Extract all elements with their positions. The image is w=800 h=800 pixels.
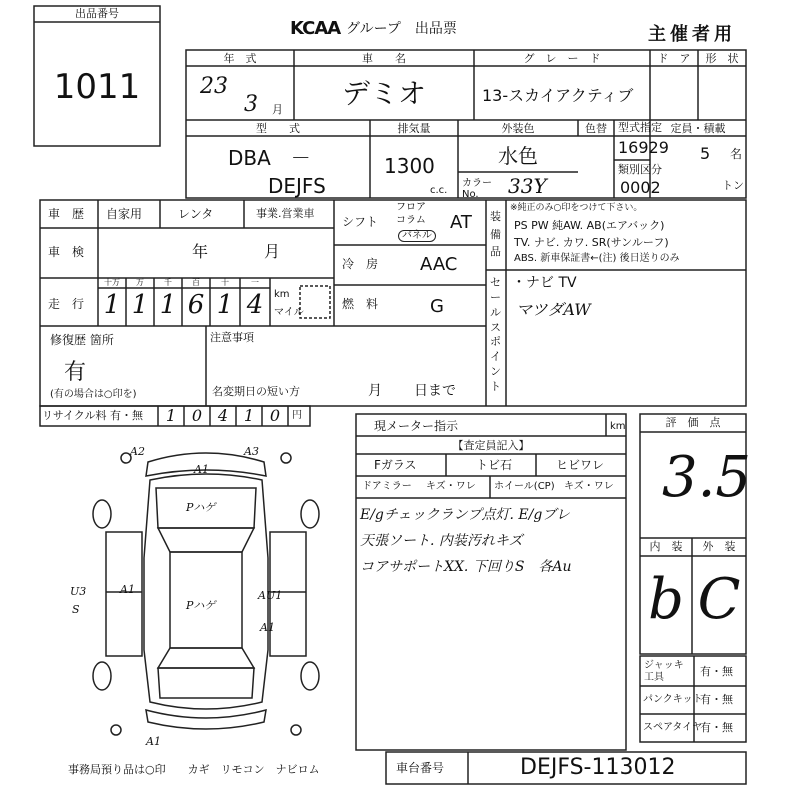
mark-a1-front: A1 [194,463,209,476]
mark-left-a1: A1 [120,583,135,596]
mile-unit: マイル [274,307,304,318]
recycle-digit-4: 0 [269,406,281,425]
crack-label: ヒビワレ [556,458,605,472]
history-business: 事業.営業車 [256,207,315,220]
inspector-note-2: 天張ソート. 内装汚れキズ [360,533,523,549]
class-value: 0002 [620,178,661,197]
glass-label: Fガラス [374,458,417,472]
mark-rear-a1: A1 [146,735,161,748]
wheel-label: ホイール(CP) [494,481,555,492]
mileage-digit-3: 6 [187,290,205,320]
shift-floor: フロア [396,202,426,213]
digit-label-4: 十 [221,278,229,287]
recycle-digit-2: 4 [217,406,229,425]
sales-line-2: マツダAW [516,300,591,319]
shift-panel: パネル [398,230,436,242]
mileage-label: 走 行 [48,297,85,311]
digit-label-1: 万 [136,278,144,287]
car-name: デミオ [341,77,426,110]
recycle-digit-1: 0 [191,406,203,425]
mark-hood: Pハゲ [186,501,216,514]
cc-unit: c.c. [430,185,448,196]
sales-label: セールスポイント [490,276,501,393]
caution-label: 注意事項 [210,331,254,344]
inspector-header: 【査定員記入】 [452,439,530,452]
capacity-unit: 名 [730,147,743,161]
shape-label: 形 状 [705,52,739,65]
jack-value: 有・無 [700,665,733,678]
digit-label-0: 十万 [104,278,120,287]
mileage-digit-4: 1 [216,290,234,320]
year-label: 年 式 [223,52,257,65]
history-label: 車 歴 [48,207,85,221]
shift-value: AT [450,212,472,233]
repair-label: 修復歴 箇所 [50,333,114,347]
ac-value: AAC [420,254,458,275]
name-change-day: 日まで [414,383,456,399]
recycle-yen: 円 [292,410,302,421]
grade-label: グ レ ー ド [523,52,601,65]
mark-right-a1: A1 [260,621,275,634]
mark-s: S [72,603,80,616]
spare-tire-label: スペアタイヤ [643,722,703,733]
puncture-kit-value: 有・無 [700,693,733,706]
name-change-label: 名変期日の短い方 [212,385,300,398]
exterior-grade: C [697,567,741,632]
displacement-value: 1300 [384,154,435,178]
color-no-label: カラー No. [462,178,492,200]
name-change-month: 月 [368,383,382,399]
capacity-label: 定員・積載 [670,122,726,135]
score-value: 3.5 [662,445,752,510]
color-label: 外装色 [501,122,535,135]
year-value: 23 [200,74,228,99]
equip-line-1: PS PW 純AW. AB(エアバック) [514,219,665,232]
chassis-number: DEJFS-113012 [520,755,676,780]
lot-number: 1011 [53,67,141,107]
type-cert-value: 16929 [618,138,669,157]
capacity-value: 5 [700,144,711,163]
inspection-label: 車 検 [48,245,85,259]
mirror-value: キズ・ワレ [426,481,476,492]
puncture-kit-label: パンクキット [643,694,703,705]
car-name-label: 車 名 [362,52,406,65]
chassis-label: 車台番号 [396,761,445,775]
digit-label-2: 千 [164,278,172,287]
wheel-value: キズ・ワレ [564,481,614,492]
chip-label: トビ石 [476,458,513,472]
sales-line-1: ・ナビ TV [512,275,577,291]
exterior-label: 外 装 [702,540,736,553]
equip-note: ※純正のみ○印をつけて下さい。 [510,203,643,213]
color-no-value: 33Y [508,174,547,198]
recycle-digit-0: 1 [165,406,177,425]
ac-label: 冷 房 [342,257,379,271]
score-label: 評 価 点 [665,416,721,429]
model-code: DEJFS [268,174,326,198]
fuel-label: 燃 料 [342,297,379,311]
month-value: 3 [244,92,258,117]
form-title: グループ 出品票 [346,21,457,37]
interior-label: 内 装 [649,540,683,553]
history-rental: レンタ [178,207,214,221]
equip-line-2: TV. ナビ. カワ. SR(サンルーフ) [514,236,669,249]
shift-column: コラム [396,215,426,226]
model-label: 型 式 [256,122,300,135]
copy-designation: 主催者用 [648,24,736,45]
lot-label: 出品番号 [75,7,119,20]
mileage-digit-1: 1 [131,290,149,320]
color-value: 水色 [498,144,538,168]
mileage-digit-0: 1 [103,290,121,320]
class-label: 類別区分 [618,163,662,176]
equip-label: 装備品 [490,210,501,259]
digit-label-5: 一 [251,278,259,287]
inspection-month-unit: 月 [264,242,281,261]
door-label: ド ア [657,52,691,65]
type-cert-label: 型式指定 [618,121,662,134]
ton-unit: トン [722,179,744,192]
displacement-label: 排気量 [397,122,431,135]
km-unit: km [274,289,290,300]
mark-u3: U3 [70,585,87,598]
month-unit: 月 [272,103,283,116]
mark-right-au1: AU1 [258,589,283,602]
meter-label: 現メーター指示 [374,419,459,433]
mark-a3: A3 [244,445,259,458]
mirror-label: ドアミラー [362,481,412,492]
recolor-label: 色替 [585,122,607,135]
meter-km: km [610,421,626,432]
mark-roof: Pハゲ [186,599,216,612]
grade-value: 13-スカイアクティブ [482,86,634,105]
mark-a2: A2 [130,445,145,458]
kcaa-logo: KCAA [290,18,341,39]
recycle-digit-3: 1 [243,406,255,425]
spare-tire-value: 有・無 [700,721,733,734]
inspection-year-unit: 年 [192,242,209,261]
shift-label: シフト [342,215,379,229]
fuel-value: G [430,296,444,317]
digit-label-3: 百 [192,278,200,287]
equip-line-3: ABS. 新車保証書←(注) 後日送りのみ [514,253,680,264]
mileage-digit-5: 4 [246,290,264,320]
model-prefix: DBA － [228,146,311,170]
repair-value: 有 [64,360,87,385]
inspector-note-1: E/gチェックランプ点灯. E/gブレ [360,507,570,523]
recycle-label: リサイクル料 有・無 [42,409,143,422]
repair-note: (有の場合は○印を) [50,389,137,400]
history-private: 自家用 [106,207,143,221]
office-items-note: 事務局預り品は○印 カギ リモコン ナビロム [68,763,320,776]
mileage-digit-2: 1 [159,290,177,320]
inspector-note-3: コアサポートXX. 下回りS 各Au [360,559,572,575]
jack-label: ジャッキ工具 [644,660,684,683]
interior-grade: b [648,567,684,632]
